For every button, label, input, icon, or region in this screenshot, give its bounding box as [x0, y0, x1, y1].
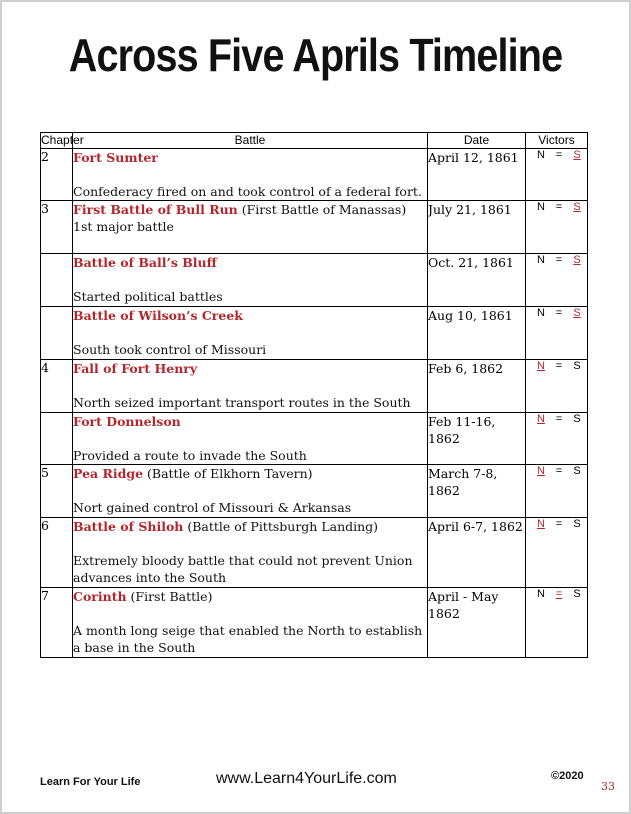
date-cell: Feb 6, 1862: [428, 360, 526, 413]
victor-south: S: [573, 201, 581, 213]
victor-equal: =: [555, 360, 563, 372]
battle-description: Nort gained control of Missouri & Arkansas: [73, 500, 352, 515]
victors-cell: [526, 149, 588, 201]
victor-south: S: [573, 518, 581, 530]
victors-cell: [526, 518, 588, 588]
table-row: [41, 360, 588, 413]
footer-copyright: ©2020: [551, 770, 584, 782]
battle-description: Provided a route to invade the South: [73, 448, 307, 463]
battle-description: North seized important transport routes in the South: [73, 395, 411, 410]
victor-north: N: [537, 588, 545, 600]
battle-cell: [73, 413, 428, 465]
page-number: 33: [601, 780, 615, 793]
battle-description: South took control of Missouri: [73, 342, 267, 357]
victor-equal: =: [555, 518, 563, 530]
victor-equal: =: [555, 149, 563, 161]
victors-cell: [526, 360, 588, 413]
victor-north: N: [537, 254, 545, 266]
battle-name: Battle of Wilson’s Creek: [73, 308, 243, 323]
battle-cell: [73, 149, 428, 201]
victor-south: S: [573, 149, 581, 161]
battle-alt-name: (Battle of Elkhorn Tavern): [143, 466, 313, 481]
chapter-cell: 6: [41, 518, 73, 588]
timeline-rows: [41, 149, 588, 658]
victor-south: S: [573, 413, 581, 425]
victor-north: N: [537, 149, 545, 161]
chapter-cell: 2: [41, 149, 73, 201]
table-row: [41, 588, 588, 658]
date-cell: April - May 1862: [428, 588, 526, 658]
battle-name: Corinth: [73, 589, 127, 604]
victor-south: S: [573, 307, 581, 319]
battle-name: Battle of Shiloh: [73, 519, 184, 534]
date-cell: July 21, 1861: [428, 201, 526, 254]
chapter-cell: [41, 413, 73, 465]
battle-cell: [73, 518, 428, 588]
chapter-cell: [41, 307, 73, 360]
battle-cell: [73, 307, 428, 360]
battle-description: Started political battles: [73, 289, 223, 304]
victor-equal: =: [555, 307, 563, 319]
victor-south: S: [573, 360, 581, 372]
battle-description: Extremely bloody battle that could not prevent Union advances into the South: [73, 553, 413, 585]
victor-south: S: [573, 254, 581, 266]
chapter-cell: 4: [41, 360, 73, 413]
victor-equal: =: [555, 254, 563, 266]
victors-cell: [526, 413, 588, 465]
page-title: Across Five Aprils Timeline: [68, 29, 563, 81]
victor-north: N: [537, 360, 545, 372]
table-row: [41, 413, 588, 465]
victor-north: N: [537, 518, 545, 530]
chapter-cell: [41, 254, 73, 307]
victor-north: N: [537, 465, 545, 477]
footer-website: www.Learn4YourLife.com: [216, 770, 397, 787]
victor-equal: =: [555, 201, 563, 213]
battle-name: Battle of Ball’s Bluff: [73, 255, 217, 270]
battle-description: Confederacy fired on and took control of a federal fort.: [73, 184, 422, 199]
victors-cell: [526, 201, 588, 254]
victor-north: N: [537, 307, 545, 319]
victors-cell: [526, 588, 588, 658]
table-row: [41, 307, 588, 360]
battle-cell: [73, 201, 428, 254]
date-cell: March 7-8, 1862: [428, 465, 526, 518]
battle-alt-name: (First Battle of Manassas): [237, 202, 407, 217]
battle-name: Pea Ridge: [73, 466, 144, 481]
table-row: [41, 149, 588, 201]
victor-equal: =: [555, 588, 563, 600]
header-chapter: Chapter: [41, 133, 84, 147]
header-victors: Victors: [526, 133, 588, 149]
battle-alt-name: (Battle of Pittsburgh Landing): [183, 519, 379, 534]
date-cell: Aug 10, 1861: [428, 307, 526, 360]
table-row: [41, 201, 588, 254]
battle-description: 1st major battle: [73, 219, 174, 234]
victor-equal: =: [555, 413, 563, 425]
victors-cell: [526, 307, 588, 360]
chapter-cell: 7: [41, 588, 73, 658]
timeline-table: [40, 132, 588, 658]
header-row: [41, 133, 588, 149]
victors-cell: [526, 254, 588, 307]
table-row: [41, 465, 588, 518]
battle-alt-name: (First Battle): [126, 589, 213, 604]
chapter-cell: 5: [41, 465, 73, 518]
battle-name: Fort Sumter: [73, 150, 158, 165]
victors-cell: [526, 465, 588, 518]
victor-equal: =: [555, 465, 563, 477]
table-row: [41, 254, 588, 307]
chapter-cell: 3: [41, 201, 73, 254]
date-cell: April 12, 1861: [428, 149, 526, 201]
victor-north: N: [537, 201, 545, 213]
header-date: Date: [428, 133, 526, 149]
footer-brand: Learn For Your Life: [40, 776, 141, 788]
battle-name: First Battle of Bull Run: [73, 202, 238, 217]
battle-cell: [73, 254, 428, 307]
header-battle: Battle: [73, 133, 428, 149]
table-row: [41, 518, 588, 588]
battle-cell: [73, 588, 428, 658]
battle-name: Fall of Fort Henry: [73, 361, 198, 376]
victor-south: S: [573, 465, 581, 477]
victor-south: S: [573, 588, 581, 600]
battle-description: A month long seige that enabled the North to establish a base in the South: [73, 623, 423, 655]
battle-cell: [73, 465, 428, 518]
victor-north: N: [537, 413, 545, 425]
date-cell: April 6-7, 1862: [428, 518, 526, 588]
battle-cell: [73, 360, 428, 413]
battle-name: Fort Donnelson: [73, 414, 181, 429]
date-cell: Oct. 21, 1861: [428, 254, 526, 307]
date-cell: Feb 11-16, 1862: [428, 413, 526, 465]
